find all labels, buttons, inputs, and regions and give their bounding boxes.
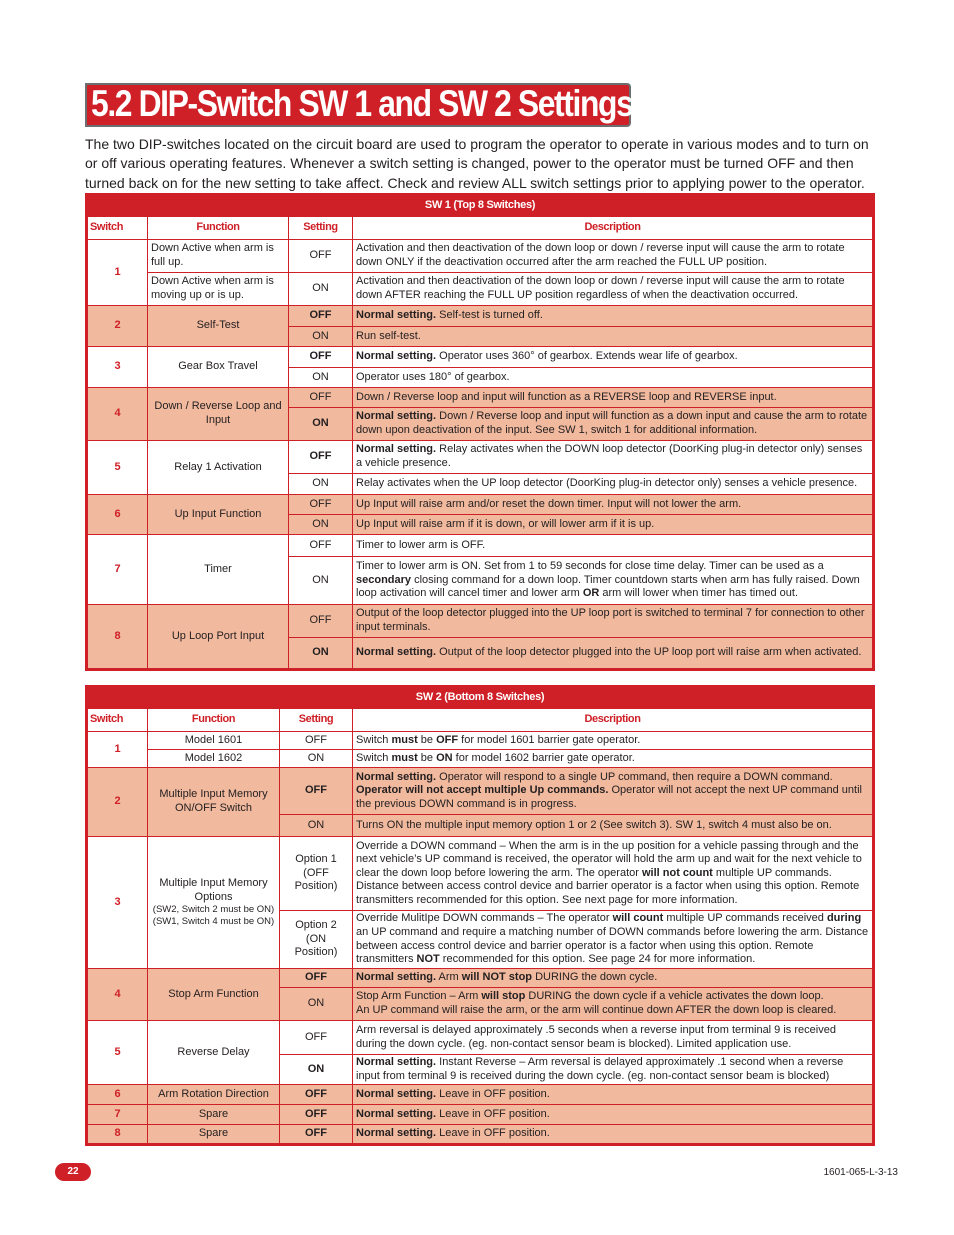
switch-number: 8 [87, 605, 148, 670]
setting-cell: ON [289, 638, 353, 670]
description-text: DURING the down cycle if a vehicle activates the down loop. [525, 990, 824, 1003]
description-text: Timer to lower arm is ON. Set from 1 to 59 seconds for close time delay. Timer can be used as a [356, 560, 824, 573]
page-number: 22 [55, 1163, 91, 1181]
normal-setting-label: Normal setting. [356, 1087, 437, 1100]
description-text: for model 1602 barrier gate operator. [452, 751, 635, 764]
setting-cell: ON [280, 1055, 353, 1085]
description-emphasis: must [391, 733, 418, 746]
header-switch: Switch [87, 217, 148, 240]
table-row [87, 1085, 874, 1105]
option-position: (OFF Position) [294, 866, 338, 893]
function-cell: Down Active when arm is moving up or is up. [148, 273, 289, 306]
normal-setting-label: Normal setting. [356, 1055, 437, 1068]
description-text: Switch [356, 751, 392, 764]
description-cell [353, 1125, 874, 1145]
description-text: multiple UP commands received [663, 912, 827, 925]
description-text: Operator will not accept the next UP command until the previous DOWN command is in progress. [356, 784, 862, 810]
switch-number: 4 [87, 969, 148, 1021]
header-function: Function [148, 217, 289, 240]
description-text: Leave in OFF position. [436, 1087, 550, 1100]
switch-number: 1 [87, 240, 148, 306]
header-description: Description [353, 217, 874, 240]
description-text: Arm [436, 971, 462, 984]
switch-number: 7 [87, 1105, 148, 1125]
description-emphasis: will not count [641, 866, 713, 879]
description-text: an UP command and require a matching number of DOWN commands before lowering the arm. Distance between access control device and barrier operator is a factor when using this option. Remote transmitters [356, 925, 869, 966]
description-cell: Run self-test. [353, 327, 874, 347]
requirement-note: (SW2, Switch 2 must be ON) [152, 904, 275, 916]
table-row [87, 240, 874, 273]
table-row [87, 750, 874, 768]
switch-number: 8 [87, 1125, 148, 1145]
description-cell [353, 408, 874, 441]
header-setting: Setting [280, 709, 353, 732]
description-cell [353, 306, 874, 327]
switch-number: 3 [87, 837, 148, 969]
function-cell: Model 1601 [148, 732, 280, 750]
description-emphasis: OR [582, 587, 600, 600]
description-cell: Timer to lower arm is OFF. [353, 535, 874, 557]
description-text: Leave in OFF position. [436, 1127, 550, 1140]
normal-setting-label: Normal setting. [356, 1127, 437, 1140]
description-text: Operator uses 360° of gearbox. Extends wear life of gearbox. [436, 350, 738, 363]
description-emphasis: NOT [416, 953, 440, 966]
switch-number: 4 [87, 388, 148, 441]
description-emphasis: secondary [356, 573, 412, 586]
setting-cell: ON [280, 815, 353, 837]
requirement-note: (SW1, Switch 4 must be ON) [152, 916, 275, 928]
description-cell: Up Input will raise arm if it is down, or will lower arm if it is up. [353, 515, 874, 535]
description-emphasis: Operator will not accept multiple Up commands. [356, 784, 609, 797]
description-emphasis: must [391, 751, 418, 764]
setting-cell: ON [289, 515, 353, 535]
description-cell [353, 988, 874, 1021]
table-row [87, 535, 874, 557]
setting-cell: ON [289, 273, 353, 306]
function-label: Multiple Input Memory Options [159, 876, 268, 903]
description-text: Switch [356, 733, 392, 746]
description-cell [353, 911, 874, 969]
table-row [87, 1105, 874, 1125]
option-position: (ON Position) [294, 932, 338, 959]
table-row [87, 441, 874, 474]
setting-cell: OFF [289, 347, 353, 368]
table-row [87, 605, 874, 638]
description-text: Down / Reverse loop and input will function as a down input and cause the arm to rotate down upon deactivation of the input. See SW 1, switch 1 for additional information. [356, 410, 868, 436]
function-cell: Self-Test [148, 306, 289, 347]
description-text: Operator will respond to a single UP command, then require a DOWN command. [436, 770, 833, 783]
description-text: Leave in OFF position. [436, 1107, 550, 1120]
description-cell: Activation and then deactivation of the down loop or down / reverse input will cause the arm to rotate down ONLY if the deactivation occurred after the arm reached the FULL UP position. [353, 240, 874, 273]
table-row [87, 273, 874, 306]
setting-cell: OFF [280, 1105, 353, 1125]
description-cell: Activation and then deactivation of the down loop or down / reverse input will cause the arm to rotate down AFTER reaching the FULL UP position regardless of when the deactivation occurred. [353, 273, 874, 306]
header-setting: Setting [289, 217, 353, 240]
description-text: Instant Reverse – Arm reversal is delayed approximately .1 second when a reverse input from terminal 9 is received during the down cycle. (eg. non-contact sensor beam is blocked) [356, 1055, 844, 1082]
description-text: Relay activates when the DOWN loop detector (DoorKing plug-in detector only) senses a vehicle presence. [356, 443, 863, 469]
description-cell: Turns ON the multiple input memory option 1 or 2 (See switch 3). SW 1, switch 4 must also be on. [353, 815, 874, 837]
table-row [87, 732, 874, 750]
option-label: Option 1 [295, 853, 337, 866]
sw1-caption: SW 1 (Top 8 Switches) [87, 195, 874, 217]
setting-cell: ON [289, 408, 353, 441]
header-description: Description [353, 709, 874, 732]
function-cell: Spare [148, 1105, 280, 1125]
description-text: Output of the loop detector plugged into the UP loop port will raise arm when activated. [436, 646, 862, 659]
description-text: Self-test is turned off. [436, 309, 543, 322]
setting-cell: OFF [280, 732, 353, 750]
normal-setting-label: Normal setting. [356, 410, 437, 423]
setting-cell [280, 837, 353, 911]
setting-cell: ON [289, 368, 353, 388]
normal-setting-label: Normal setting. [356, 350, 437, 363]
description-emphasis: will count [612, 912, 664, 925]
function-cell: Down Active when arm is full up. [148, 240, 289, 273]
setting-cell: ON [289, 327, 353, 347]
setting-cell: OFF [289, 441, 353, 474]
switch-number: 5 [87, 1021, 148, 1085]
description-cell: Output of the loop detector plugged into the UP loop port is switched to terminal 7 for connection to other input terminals. [353, 605, 874, 638]
setting-cell: OFF [280, 1021, 353, 1055]
table-row [87, 837, 874, 911]
description-cell: Up Input will raise arm and/or reset the down timer. Input will not lower the arm. [353, 495, 874, 515]
description-text: be [417, 733, 437, 746]
description-text: Override a DOWN command – When the arm is in the up position for a vehicle passing through and the next vehicle’s UP command is received, the operator will hold the arm up and wait for the next vehicle to clear the down loop before lowering the arm. The operator [356, 839, 862, 879]
document-code: 1601-065-L-3-13 [823, 1167, 898, 1178]
description-text: DURING the down cycle. [532, 971, 658, 984]
normal-setting-label: Normal setting. [356, 443, 437, 456]
description-cell [353, 768, 874, 815]
setting-cell: OFF [289, 240, 353, 273]
function-cell: Model 1602 [148, 750, 280, 768]
setting-cell: OFF [280, 1125, 353, 1145]
intro-paragraph: The two DIP-switches located on the circuit board are used to program the operator to operate in various modes and to turn on or off various operating features. Whenever a switch setting is changed, power to the operator must be turned OFF and then turned back on for the new setting to take affect. Check and review ALL switch settings prior to applying power to the operator. [85, 136, 869, 191]
table-row [87, 388, 874, 408]
description-emphasis: during [826, 912, 862, 925]
description-cell [353, 557, 874, 605]
description-cell [353, 1055, 874, 1085]
sw1-table [85, 193, 875, 671]
table-row [87, 495, 874, 515]
description-cell: Arm reversal is delayed approximately .5 seconds when a reverse input from terminal 9 is received during the down cycle. (eg. non-contact sensor beam is blocked). Limited application use. [353, 1021, 874, 1055]
normal-setting-label: Normal setting. [356, 971, 437, 984]
description-emphasis: ON [436, 751, 453, 764]
function-cell: Reverse Delay [148, 1021, 280, 1085]
description-cell [353, 750, 874, 768]
table-row [87, 1125, 874, 1145]
setting-cell: ON [289, 557, 353, 605]
function-cell: Stop Arm Function [148, 969, 280, 1021]
function-cell: Spare [148, 1125, 280, 1145]
sw2-header-row [87, 709, 874, 732]
description-text: closing command for a down loop. Timer countdown starts when arm has fully raised. Down loop activation will cancel timer and lower arm [356, 573, 860, 600]
function-cell: Up Input Function [148, 495, 289, 535]
sw2-table [85, 685, 875, 1146]
description-text: be [417, 751, 437, 764]
header-function: Function [148, 709, 280, 732]
function-cell: Multiple Input Memory ON/OFF Switch [148, 768, 280, 837]
table-row [87, 969, 874, 988]
setting-cell: OFF [289, 306, 353, 327]
function-cell: Timer [148, 535, 289, 605]
description-text: An UP command will raise the arm, or the arm will continue down AFTER the down loop is cleared. [356, 1004, 837, 1016]
description-emphasis: OFF [436, 733, 459, 746]
description-cell [353, 732, 874, 750]
table-row [87, 1021, 874, 1055]
switch-number: 6 [87, 1085, 148, 1105]
description-cell: Down / Reverse loop and input will function as a REVERSE loop and REVERSE input. [353, 388, 874, 408]
sw1-header-row [87, 217, 874, 240]
function-cell [148, 837, 280, 969]
setting-cell: ON [280, 988, 353, 1021]
description-cell [353, 1105, 874, 1125]
description-cell [353, 638, 874, 670]
setting-cell: OFF [280, 969, 353, 988]
description-text: multiple UP commands. Distance between access control device and barrier operator is a factor when using this option. Remote transmitters recommended for this option. See next page for more information. [356, 866, 860, 906]
normal-setting-label: Normal setting. [356, 770, 437, 783]
table-row [87, 306, 874, 327]
description-cell [353, 837, 874, 911]
function-cell: Relay 1 Activation [148, 441, 289, 495]
page-title-bar [85, 83, 631, 127]
description-cell: Relay activates when the UP loop detector (DoorKing plug-in detector only) senses a vehicle presence. [353, 474, 874, 495]
description-cell [353, 1085, 874, 1105]
sw2-caption: SW 2 (Bottom 8 Switches) [87, 687, 874, 709]
description-emphasis: will stop [481, 990, 526, 1003]
setting-cell: OFF [280, 1085, 353, 1105]
description-text: recommended for this option. See page 24 for more information. [439, 953, 756, 966]
function-cell: Arm Rotation Direction [148, 1085, 280, 1105]
description-text: Override MulitIpe DOWN commands – The operator [356, 912, 613, 925]
normal-setting-label: Normal setting. [356, 646, 437, 659]
switch-number: 3 [87, 347, 148, 388]
setting-cell: ON [280, 750, 353, 768]
table-row [87, 347, 874, 368]
description-text: arm will lower when timer has timed out. [599, 587, 799, 600]
switch-number: 6 [87, 495, 148, 535]
setting-cell: OFF [289, 535, 353, 557]
function-cell: Up Loop Port Input [148, 605, 289, 670]
switch-number: 7 [87, 535, 148, 605]
description-cell [353, 347, 874, 368]
normal-setting-label: Normal setting. [356, 309, 437, 322]
option-label: Option 2 [295, 919, 337, 932]
function-cell: Down / Reverse Loop and Input [148, 388, 289, 441]
description-cell [353, 969, 874, 988]
setting-cell [280, 911, 353, 969]
description-emphasis: will NOT stop [461, 971, 533, 984]
description-cell: Operator uses 180° of gearbox. [353, 368, 874, 388]
setting-cell: OFF [289, 495, 353, 515]
switch-number: 2 [87, 768, 148, 837]
switch-number: 5 [87, 441, 148, 495]
setting-cell: OFF [289, 605, 353, 638]
description-cell [353, 441, 874, 474]
header-switch: Switch [87, 709, 148, 732]
setting-cell: ON [289, 474, 353, 495]
setting-cell: OFF [289, 388, 353, 408]
normal-setting-label: Normal setting. [356, 1107, 437, 1120]
setting-cell: OFF [280, 768, 353, 815]
page-title: 5.2 DIP-Switch SW 1 and SW 2 Settings [91, 83, 633, 124]
switch-number: 2 [87, 306, 148, 347]
switch-number: 1 [87, 732, 148, 768]
function-cell: Gear Box Travel [148, 347, 289, 388]
table-row [87, 768, 874, 815]
description-text: for model 1601 barrier gate operator. [458, 733, 641, 746]
description-text: Stop Arm Function – Arm [356, 990, 482, 1003]
